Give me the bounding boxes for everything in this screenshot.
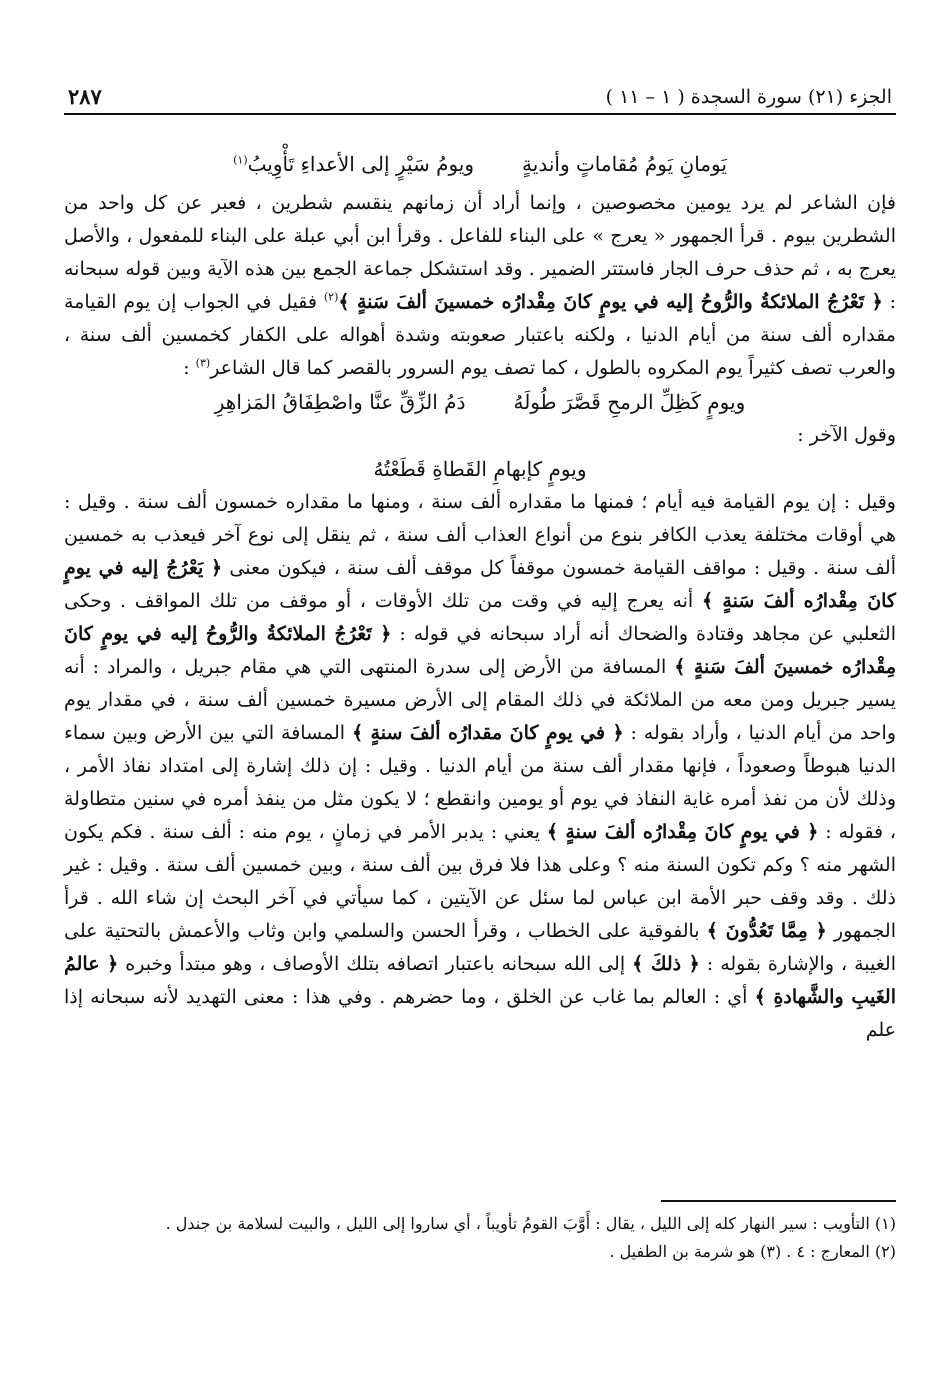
paragraph-2 [64,419,896,452]
footnote-marker: (٣) [195,356,211,370]
paragraph-1 [64,187,896,385]
book-page [64,84,896,1047]
body-text: فقيل في الجواب إن يوم القيامة مقداره ألف سنة من أيام الدنيا ، ولكنه باعتبار صعوبته وشدة أهواله على الكفار كخمسين ألف سنة ، والعرب تصف كثيراً يوم المكروه بالطول ، كما تصف يوم السرور بالقصر كما قال الشاعر [64,291,896,379]
footnote-marker: (٢) [323,290,339,304]
body-text: يعني : يدبر الأمر في زمانٍ ، يوم منه : ألف سنة . فكم يكون الشهر منه ؟ وكم تكون السنة منه ؟ وعلى هذا فلا فرق بين ألف سنة ، وبين خمسين ألف سنة . وقيل : غير ذلك . وقد وقف حبر الأمة ابن عباس لما سئل عن الآيتين ، كما سيأتي في آخر البحث إن شاء الله . قرأ الجمهور [64,821,896,942]
quran-verse: ﴿ مِمَّا تَعُدُّونَ ﴾ [706,920,827,942]
body-text: المسافة التي بين الأرض وبين سماء الدنيا هبوطاً وصعوداً ، فإنها مقدار ألف سنة من أيام الدنيا . وقيل : إن ذلك إشارة إلى امتداد نفاذ الأمر ، وذلك لأن من نفذ أمره غاية النفاذ في يوم أو يومين وانقطع ؛ لا يكون مثل من ينفذ أمره في سنين متطاولة ، فقوله : [64,722,897,843]
body-text: إلى الله سبحانه باعتبار اتصافه بتلك الأوصاف ، وهو مبتدأ وخبره [125,953,626,975]
page-number: ٢٨٧ [68,84,102,109]
footnote-divider [661,1200,896,1202]
poem-hemistich-left-text: ويومُ سَيْرٍ إلى الأعداءِ تَأْوِيبُ [247,152,475,176]
quran-verse: ﴿ يَعْرُجُ إليه في يومٍ كانَ مِقْدارُه ألفَ سَنةٍ ﴾ [64,557,896,612]
poem-verse-2 [64,385,896,419]
body-text: فإن الشاعر لم يرد يومين مخصوصين ، وإنما أراد أن زمانهم ينقسم شطرين ، فعبر عن كل واحد من الشطرين بيوم . قرأ الجمهور « يعرج » على البناء للفاعل . وقرأ ابن أبي عبلة على البناء للمفعول ، والأصل يعرج به ، ثم حذف حرف الجار فاستتر الضمير . وقد استشكل جماعة الجمع بين هذه الآية وبين قوله سبحانه : [64,192,896,313]
quran-verse: ﴿ ذلكَ ﴾ [632,953,700,975]
paragraph-3 [64,486,896,1047]
body-text: المسافة من الأرض إلى سدرة المنتهى التي هي مقام جبريل ، والمراد : أنه يسير جبريل ومن معه من الملائكة في ذلك المقام إلى الأرض مسيرة خمسين ألف سنة ، في مقدار يوم واحد من أيام الدنيا ، وأراد بقوله : [64,656,896,744]
poem-verse-3 [64,452,896,486]
poem-hemistich-right: يَومانِ يَومُ مُقاماتٍ وأنديةٍ [522,152,727,176]
quran-verse: ﴿ في يومٍ كانَ مِقْدارُه ألفَ سنةٍ ﴾ [546,821,819,843]
quran-verse: ﴿ في يومٍ كانَ مقدارُه ألفَ سنةٍ ﴾ [351,722,624,744]
footnote-1: (١) التأويب : سير النهار كله إلى الليل ، يقال : أَوَّبَ القومُ تأويباً ، أي ساروا إلى الليل ، والبيت لسلامة بن جندل . [165,1214,896,1233]
quran-verse: ﴿ تَعْرُجُ الملائكةُ والرُّوحُ إليه في يومٍ كانَ مِقْدارُه خمسينَ ألفَ سَنةٍ ﴾ [338,291,883,313]
quran-verse: ﴿ تَعْرُجُ الملائكةُ والرُّوحُ إليه في يومٍ كانَ مِقْدارُه خمسينَ ألفَ سَنةٍ ﴾ [64,623,897,678]
body-text: أي : العالم بما غاب عن الخلق ، وما حضرهم . وفي هذا : معنى التهديد لأنه سبحانه إذا علم [64,986,896,1041]
poem-hemistich-left [233,147,474,181]
footnote-marker: (١) [233,153,248,167]
body-text: وقول الآخر : [797,424,896,446]
poem-line-text: ويومٍ كإبهامِ القَطاةِ قَطَعْتُهُ [373,457,587,481]
footnote-2: (٢) المعارج : ٤ . (٣) هو شرمة بن الطفيل . [609,1242,896,1261]
body-text: وقيل : إن يوم القيامة فيه أيام ؛ فمنها ما مقداره ألف سنة ، ومنها ما مقداره خمسون ألف سنة . وقيل : هي أوقات مختلفة يعذب الكافر بنوع من أنواع العذاب ألف سنة ، ثم ينقل إلى نوع آخر فيعذب به خمسين ألف سنة . وقيل : مواقف القيامة خمسون موقفاً كل موقف ألف سنة ، فيكون معنى [64,491,896,579]
poem-verse-1 [64,147,896,181]
poem-hemistich-right: ويومٍ كَظِلِّ الرمحِ قَصَّرَ طُولَهُ [513,390,746,414]
footnotes [64,1200,896,1266]
poem-hemistich-left: دَمُ الزِّقِّ عنَّا واصْطِفَاقُ المَزاهِرِ [214,390,466,414]
page-header [64,84,896,115]
body-text: بالفوقية على الخطاب ، وقرأ الحسن والسلمي وابن وثاب والأعمش بالتحتية على الغيبة ، والإشارة بقوله : [64,920,897,975]
body-text: أنه يعرج إليه في وقت من تلك الأوقات ، أو موقف من تلك المواقف . وحكى الثعلبي عن مجاهد وقتادة والضحاك أنه أراد سبحانه في قوله : [64,590,896,645]
running-title: الجزء (٢١) سورة السجدة ( ١ – ١١ ) [605,86,892,108]
quran-verse: ﴿ عالمُ الغَيبِ والشَّهادةِ ﴾ [64,953,896,1008]
body-text: : [183,357,196,379]
